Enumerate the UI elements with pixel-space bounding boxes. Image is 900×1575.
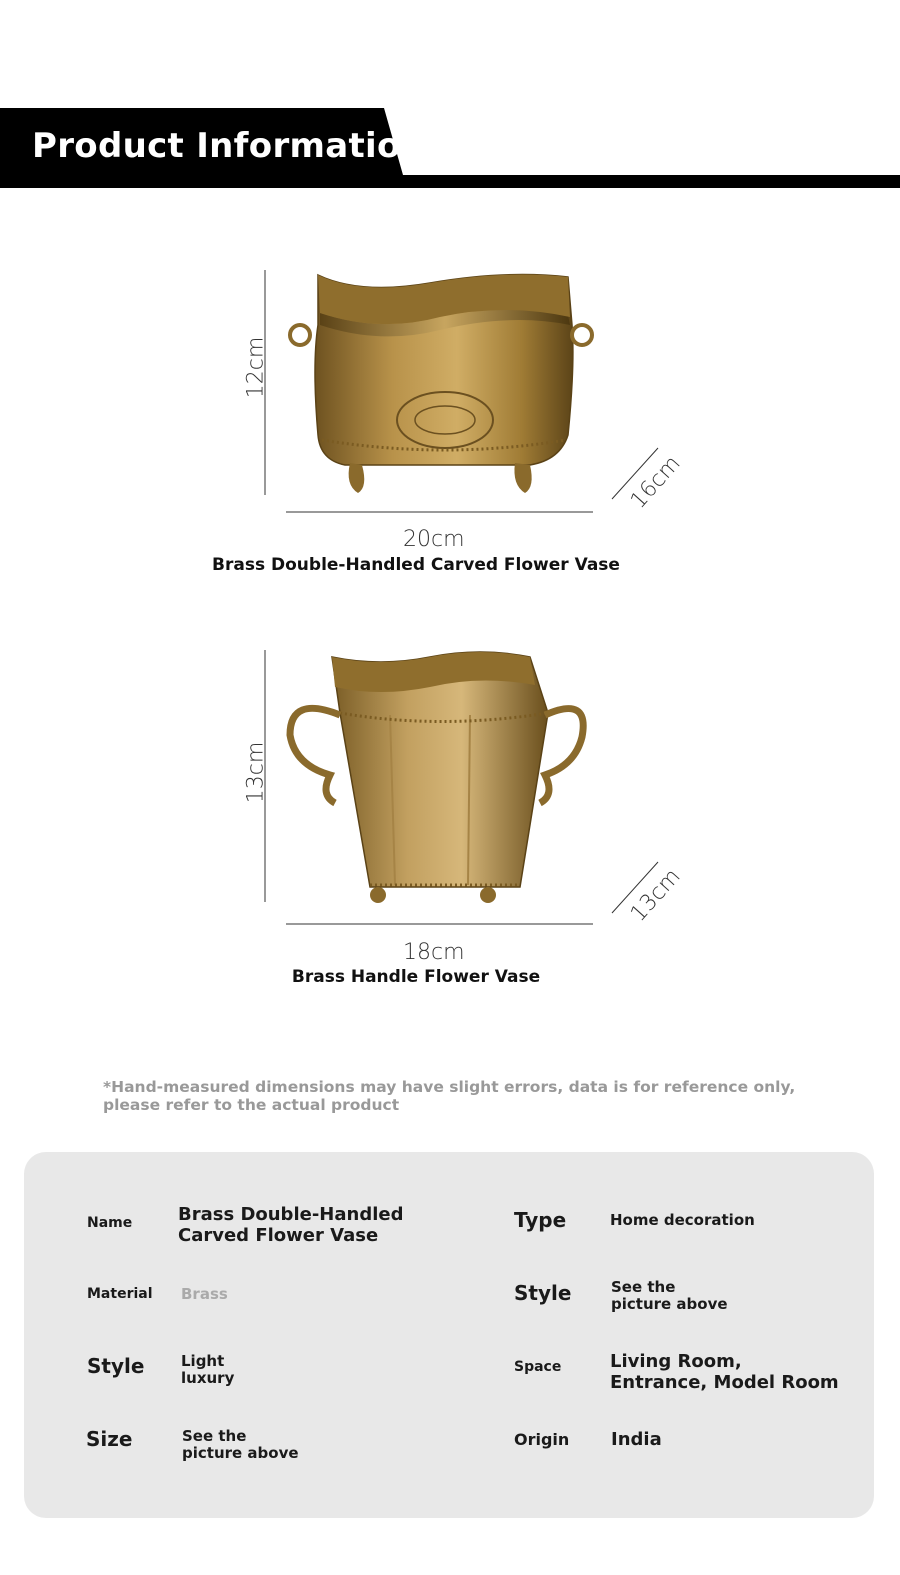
product-2-height: 13cm — [243, 741, 269, 804]
spec-style-label: Style — [87, 1354, 145, 1378]
spec-type-label: Type — [514, 1208, 567, 1232]
product-1-width: 20cm — [403, 527, 465, 552]
spec-style-label: Style — [514, 1281, 572, 1305]
product-2-width: 18cm — [403, 940, 465, 965]
spec-type-value: Home decoration — [610, 1211, 755, 1229]
product-2-name: Brass Handle Flower Vase — [291, 967, 541, 987]
spec-space-value: Living Room, Entrance, Model Room — [610, 1351, 839, 1393]
spec-material-label: Material — [87, 1286, 153, 1302]
product-1-depth: 16cm — [625, 451, 686, 514]
product-1-name: Brass Double-Handled Carved Flower Vase — [212, 555, 620, 575]
spec-name-label: Name — [87, 1215, 133, 1231]
product-2-depth: 13cm — [625, 864, 686, 927]
product-1-image — [0, 255, 900, 545]
product-1-height: 12cm — [243, 336, 269, 399]
measurement-note: *Hand-measured dimensions may have slight errors, data is for reference only, please refer to the actual product — [103, 1078, 796, 1114]
page-title: Product Information — [32, 126, 426, 166]
spec-style-value: Light luxury — [181, 1352, 235, 1388]
spec-size-value: See the picture above — [182, 1427, 299, 1463]
spec-origin-value: India — [611, 1429, 662, 1450]
spec-material-value: Brass — [181, 1285, 228, 1303]
spec-size-label: Size — [86, 1427, 133, 1451]
spec-style-value: See the picture above — [611, 1278, 728, 1314]
spec-card — [24, 1152, 874, 1518]
spec-space-label: Space — [514, 1359, 562, 1375]
spec-origin-label: Origin — [514, 1430, 570, 1449]
spec-name-value: Brass Double-Handled Carved Flower Vase — [178, 1204, 404, 1246]
product-2-image — [0, 645, 900, 935]
